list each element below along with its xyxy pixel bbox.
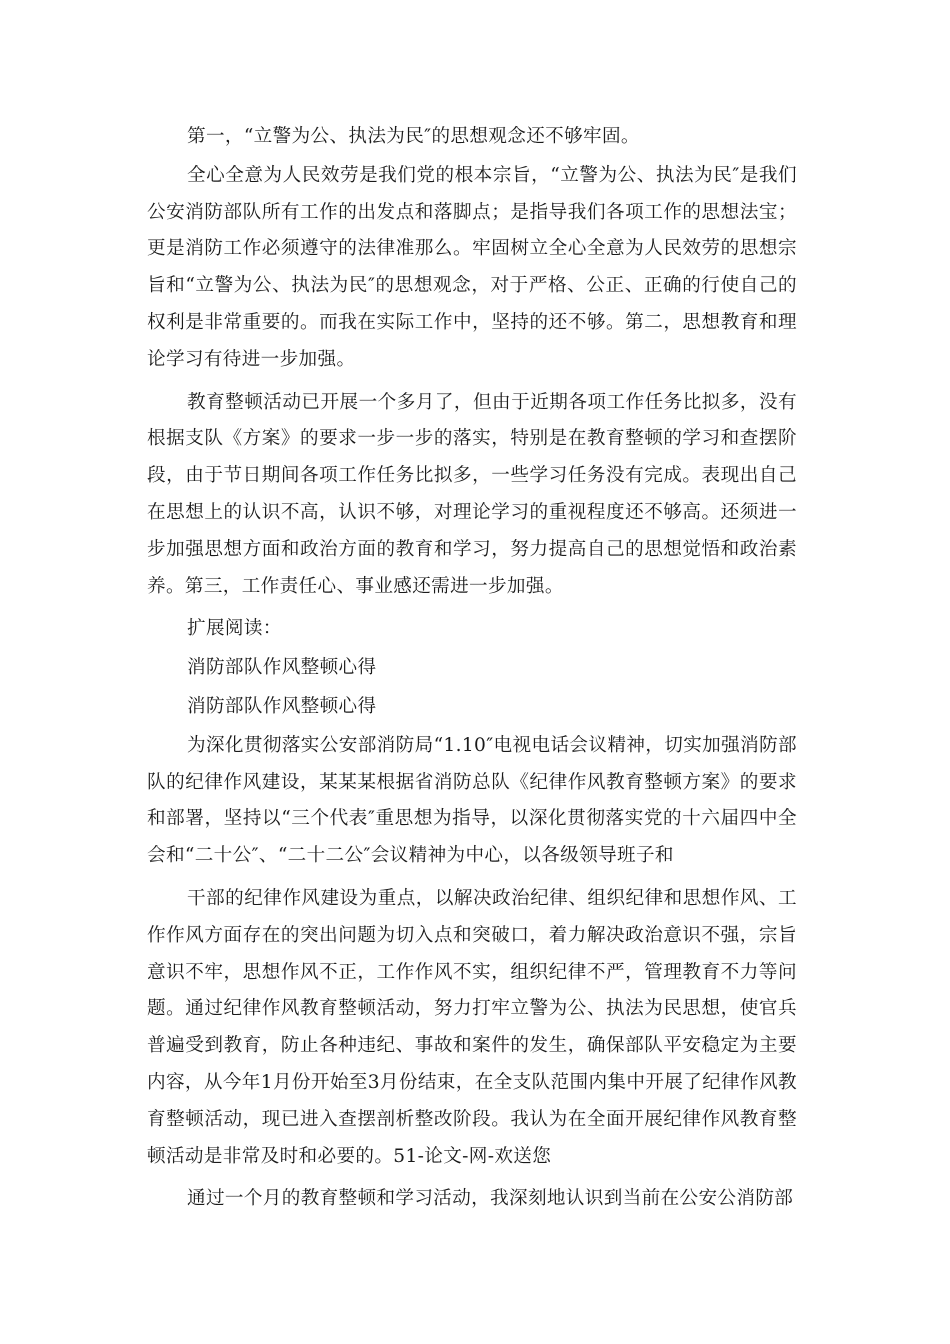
document-body xyxy=(147,119,797,1218)
paragraph-first-point: 第一，“立警为公、执法为民″的思想观念还不够牢固。 xyxy=(187,126,640,147)
paragraph-service-purpose: 全心全意为人民效劳是我们党的根本宗旨，“立警为公、执法为民″是我们公安消防部队所有工作的出发点和落脚点；是指导我们各项工作的思想法宝；更是消防工作必须遵守的法律准那么。牢固树立全心全意为人民效劳的思想宗旨和“立警为公、执法为民″的思想观念，对于严格、公正、正确的行使自己的权利是非常重要的。而我在实际工作中，坚持的还不够。第二，思想教育和理论学习有待进一步加强。 xyxy=(147,164,797,370)
paragraph-discipline-focus: 干部的纪律作风建设为重点，以解决政治纪律、组织纪律和思想作风、工作作风方面存在的突出问题为切入点和突破口，着力解决政治意识不强，宗旨意识不牢，思想作风不正，工作作风不实，组织纪律不严，管理教育不力等问题。通过纪律作风教育整顿活动，努力打牢立警为公、执法为民思想，使官兵普遍受到教育，防止各种违纪、事故和案件的发生，确保部队平安稳定为主要内容，从今年1月份开始至3月份结束，在全支队范围内集中开展了纪律作风教育整顿活动，现已进入查摆剖析整改阶段。我认为在全面开展纪律作风教育整顿活动是非常及时和必要的。51-论文-网-欢送您 xyxy=(147,887,797,1167)
paragraph-extended-reading-label: 扩展阅读： xyxy=(187,618,282,640)
paragraph-title-2: 消防部队作风整顿心得 xyxy=(187,695,377,717)
paragraph-education-rectification: 教育整顿活动已开展一个多月了，但由于近期各项工作任务比拟多，没有根据支队《方案》的要求一步一步的落实，特别是在教育整顿的学习和查摆阶段，由于节日期间各项工作任务比拟多，一些学习任务没有完成。表现出自己在思想上的认识不高，认识不够，对理论学习的重视程度还不够高。还须进一步加强思想方面和政治方面的教育和学习，努力提高自己的思想觉悟和政治素养。第三，工作责任心、事业感还需进一步加强。 xyxy=(147,391,797,597)
paragraph-title-1: 消防部队作风整顿心得 xyxy=(187,657,377,679)
paragraph-one-month-study: 通过一个月的教育整顿和学习活动，我深刻地认识到当前在公安公消防部 xyxy=(187,1188,794,1210)
paragraph-implementation-intro: 为深化贯彻落实公安部消防局“1.10″电视电话会议精神，切实加强消防部队的纪律作风建设，某某某根据省消防总队《纪律作风教育整顿方案》的要求和部署，坚持以“三个代表″重思想为指导，以深化贯彻落实党的十六届四中全会和“二十公″、“二十二公″会议精神为中心，以各级领导班子和 xyxy=(147,734,797,867)
